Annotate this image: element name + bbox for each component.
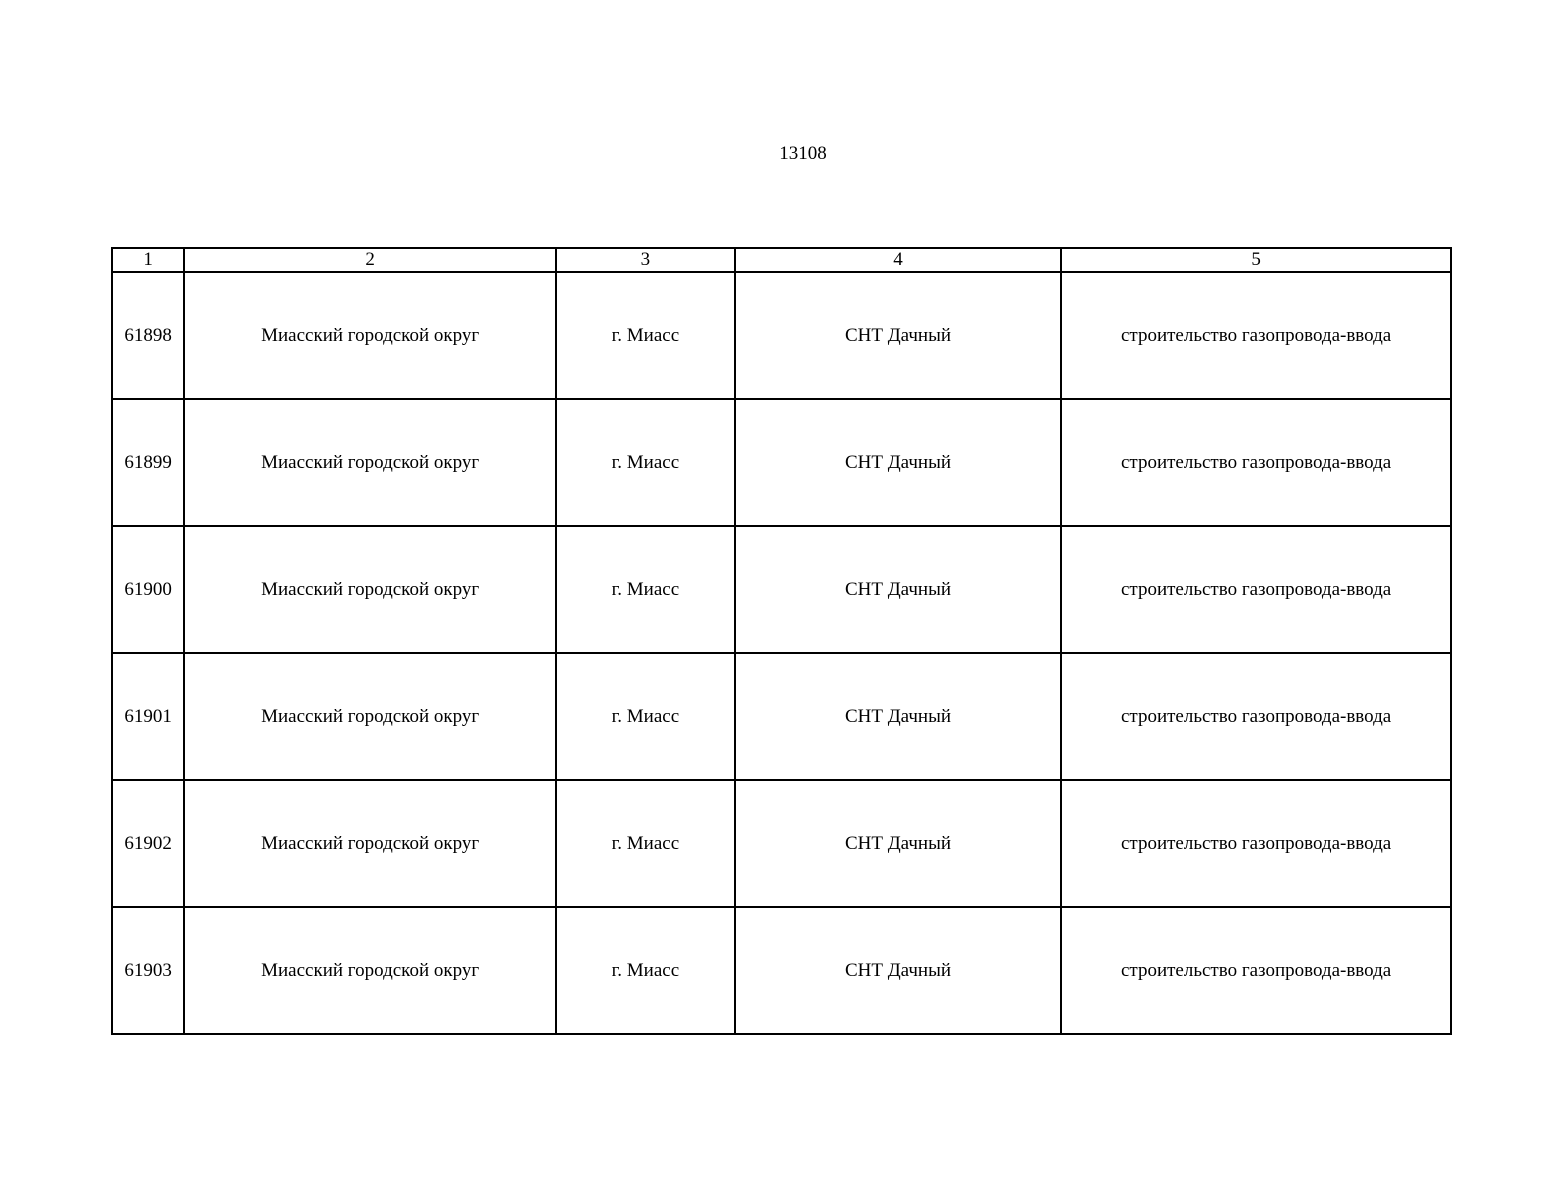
table-row [112,272,1451,399]
municipality-cell: Миасский городской округ [184,780,556,907]
description-cell: строительство газопровода-ввода [1061,780,1451,907]
location-cell: СНТ Дачный [735,907,1061,1034]
municipality-cell: Миасский городской округ [184,526,556,653]
table-row [112,907,1451,1034]
settlement-cell: г. Миасс [556,399,735,526]
record-id-cell: 61902 [112,780,184,907]
column-number-header: 5 [1061,248,1451,272]
location-cell: СНТ Дачный [735,780,1061,907]
table-row [112,526,1451,653]
table-header-row [112,248,1451,272]
municipality-cell: Миасский городской округ [184,272,556,399]
location-cell: СНТ Дачный [735,272,1061,399]
description-cell: строительство газопровода-ввода [1061,272,1451,399]
description-cell: строительство газопровода-ввода [1061,526,1451,653]
settlement-cell: г. Миасс [556,272,735,399]
record-id-cell: 61901 [112,653,184,780]
municipality-cell: Миасский городской округ [184,907,556,1034]
settlement-cell: г. Миасс [556,780,735,907]
location-cell: СНТ Дачный [735,653,1061,780]
description-cell: строительство газопровода-ввода [1061,399,1451,526]
page-number: 13108 [779,143,827,164]
description-cell: строительство газопровода-ввода [1061,653,1451,780]
table-row [112,399,1451,526]
location-cell: СНТ Дачный [735,399,1061,526]
record-id-cell: 61903 [112,907,184,1034]
table-row [112,653,1451,780]
column-number-header: 4 [735,248,1061,272]
municipality-cell: Миасский городской округ [184,399,556,526]
description-cell: строительство газопровода-ввода [1061,907,1451,1034]
record-id-cell: 61898 [112,272,184,399]
record-id-cell: 61899 [112,399,184,526]
table-row [112,780,1451,907]
settlement-cell: г. Миасс [556,907,735,1034]
column-number-header: 2 [184,248,556,272]
location-cell: СНТ Дачный [735,526,1061,653]
settlement-cell: г. Миасс [556,526,735,653]
municipality-cell: Миасский городской округ [184,653,556,780]
column-number-header: 1 [112,248,184,272]
record-id-cell: 61900 [112,526,184,653]
column-number-header: 3 [556,248,735,272]
document-table [111,247,1452,1035]
settlement-cell: г. Миасс [556,653,735,780]
